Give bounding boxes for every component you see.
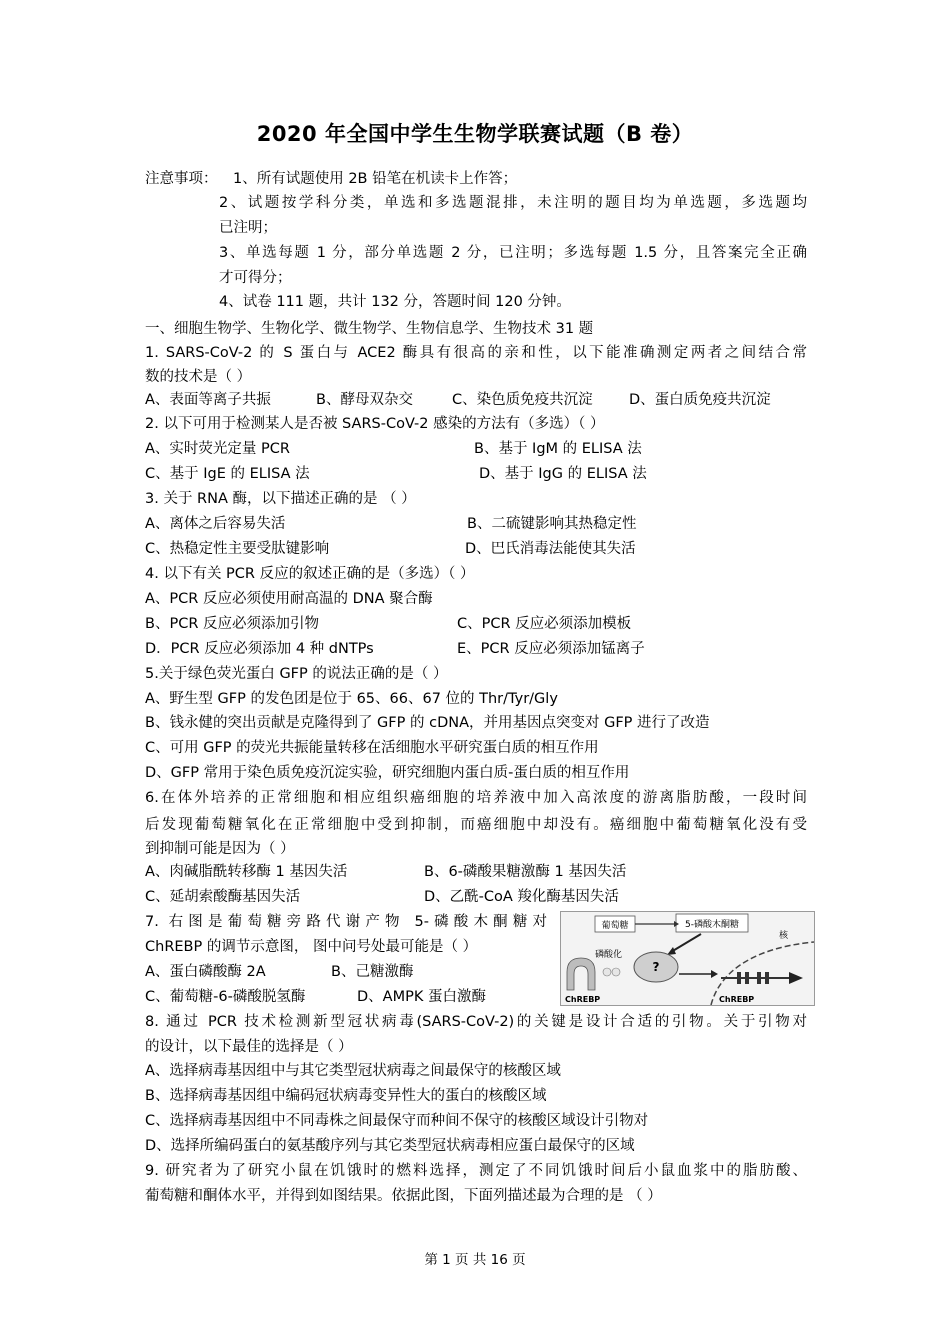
q8-option-c: C、选择病毒基因组中不同毒株之间最保守而种间不保守的核酸区域设计引物对 (145, 1113, 649, 1129)
q1-stem-line2: 数的技术是（ ） (145, 369, 252, 385)
q8-option-d: D、选择所编码蛋白的氨基酸序列与其它类型冠状病毒相应蛋白最保守的区域 (145, 1138, 635, 1154)
phos-label: 磷酸化 (595, 950, 623, 960)
q8-stem-line1: 8. 通过 PCR 技术检测新型冠状病毒(SARS-CoV-2)的关键是设计合适的引物。关于引物对 (145, 1014, 807, 1030)
q8-option-a: A、选择病毒基因组中与其它类型冠状病毒之间最保守的核酸区域 (145, 1063, 561, 1079)
page-title: 2020 年全国中学生生物学联赛试题（B 卷） (256, 122, 694, 146)
notice-head: 注意事项： (145, 171, 218, 187)
q6-stem-line3: 到抑制可能是因为（ ） (145, 841, 295, 857)
q6-option-d: D、乙酰-CoA 羧化酶基因失活 (424, 889, 619, 905)
q5-option-a: A、野生型 GFP 的发色团是位于 65、66、67 位的 Thr/Tyr/Gly (145, 691, 558, 707)
q6-option-c: C、延胡索酸酶基因失活 (145, 889, 301, 905)
notice-item-2-cont: 已注明； (219, 220, 277, 236)
q4-option-e: E、PCR 反应必须添加锰离子 (457, 641, 645, 657)
q6-stem-line2: 后发现葡萄糖氧化在正常细胞中受到抑制，而癌细胞中却没有。癌细胞中葡萄糖氧化没有受 (145, 817, 807, 833)
q3-option-b: B、二硫键影响其热稳定性 (467, 516, 637, 532)
q4-option-b: B、PCR 反应必须添加引物 (145, 616, 319, 632)
xylulose-label: 5-磷酸木酮糖 (685, 920, 739, 930)
q4-stem: 4. 以下有关 PCR 反应的叙述正确的是（多选）（ ） (145, 566, 475, 582)
notice-item-3-cont: 才可得分； (219, 270, 292, 286)
q5-option-b: B、钱永健的突出贡献是克隆得到了 GFP 的 cDNA，并用基因点突变对 GFP 进行了改造 (145, 715, 710, 731)
q1-option-b: B、酵母双杂交 (316, 392, 413, 408)
q1-option-d: D、蛋白质免疫共沉淀 (629, 392, 771, 408)
q6-option-b: B、6-磷酸果糖激酶 1 基因失活 (424, 864, 627, 880)
q7-stem-line1: 7. 右图是葡萄糖旁路代谢产物 5-磷酸木酮糖对 (145, 914, 547, 930)
q1-option-a: A、表面等离子共振 (145, 392, 271, 408)
chrebp-left-label: ChREBP (565, 995, 601, 1004)
q2-option-a: A、实时荧光定量 PCR (145, 441, 290, 457)
q3-option-c: C、热稳定性主要受肽键影响 (145, 541, 330, 557)
notice-item-2: 2、试题按学科分类，单选和多选题混排，未注明的题目均为单选题，多选题均 (219, 195, 807, 211)
q7-stem-line2: ChREBP 的调节示意图， 图中问号处最可能是（ ） (145, 939, 478, 955)
q2-option-d: D、基于 IgG 的 ELISA 法 (479, 466, 647, 482)
section-heading: 一、细胞生物学、生物化学、微生物学、生物信息学、生物技术 31 题 (145, 321, 594, 337)
q8-option-b: B、选择病毒基因组中编码冠状病毒变异性大的蛋白的核酸区域 (145, 1088, 547, 1104)
q5-option-d: D、GFP 常用于染色质免疫沉淀实验，研究细胞内蛋白质-蛋白质的相互作用 (145, 765, 630, 781)
q8-stem-line2: 的设计，以下最佳的选择是（ ） (145, 1039, 353, 1055)
q2-option-c: C、基于 IgE 的 ELISA 法 (145, 466, 310, 482)
nucleus-label: 核 (779, 931, 789, 941)
q2-stem: 2. 以下可用于检测某人是否被 SARS-CoV-2 感染的方法有（多选）（ ） (145, 416, 605, 432)
q4-option-c: C、PCR 反应必须添加模板 (457, 616, 632, 632)
q7-option-d: D、AMPK 蛋白激酶 (357, 989, 486, 1005)
notice-item-4: 4、试卷 111 题，共计 132 分，答题时间 120 分钟。 (219, 294, 571, 310)
question-mark: ? (652, 960, 660, 974)
chrebp-right-label: ChREBP (719, 995, 755, 1004)
chrebp-diagram (561, 912, 814, 1005)
q9-stem-line1: 9. 研究者为了研究小鼠在饥饿时的燃料选择，测定了不同饥饿时间后小鼠血浆中的脂肪酸、 (145, 1163, 807, 1179)
q6-option-a: A、肉碱脂酰转移酶 1 基因失活 (145, 864, 348, 880)
q1-stem-line1: 1. SARS-CoV-2 的 S 蛋白与 ACE2 酶具有很高的亲和性，以下能准确测定两者之间结合常 (145, 345, 807, 361)
glucose-label: 葡萄糖 (601, 921, 629, 931)
q3-stem: 3. 关于 RNA 酶，以下描述正确的是 （ ） (145, 491, 416, 507)
page-footer: 第 1 页 共 16 页 (424, 1252, 526, 1268)
notice-item-1: 1、所有试题使用 2B 铅笔在机读卡上作答； (233, 171, 518, 187)
q1-option-c: C、染色质免疫共沉淀 (452, 392, 593, 408)
q5-option-c: C、可用 GFP 的荧光共振能量转移在活细胞水平研究蛋白质的相互作用 (145, 740, 599, 756)
q7-option-b: B、己糖激酶 (331, 964, 414, 980)
q5-stem: 5.关于绿色荧光蛋白 GFP 的说法正确的是（ ） (145, 666, 448, 682)
q4-option-d: D．PCR 反应必须添加 4 种 dNTPs (145, 641, 374, 657)
q3-option-a: A、离体之后容易失活 (145, 516, 286, 532)
q6-stem-line1: 6.在体外培养的正常细胞和相应组织癌细胞的培养液中加入高浓度的游离脂肪酸，一段时间 (145, 790, 807, 806)
q3-option-d: D、巴氏消毒法能使其失活 (465, 541, 636, 557)
q7-figure (560, 911, 815, 1006)
q2-option-b: B、基于 IgM 的 ELISA 法 (474, 441, 642, 457)
q7-option-c: C、葡萄糖-6-磷酸脱氢酶 (145, 989, 306, 1005)
q7-option-a: A、蛋白磷酸酶 2A (145, 964, 266, 980)
notice-item-3: 3、单选每题 1 分，部分单选题 2 分，已注明；多选每题 1.5 分，且答案完全正确 (219, 245, 807, 261)
q9-stem-line2: 葡萄糖和酮体水平，并得到如图结果。依据此图，下面列描述最为合理的是 （ ） (145, 1188, 662, 1204)
q4-option-a: A、PCR 反应必须使用耐高温的 DNA 聚合酶 (145, 591, 433, 607)
